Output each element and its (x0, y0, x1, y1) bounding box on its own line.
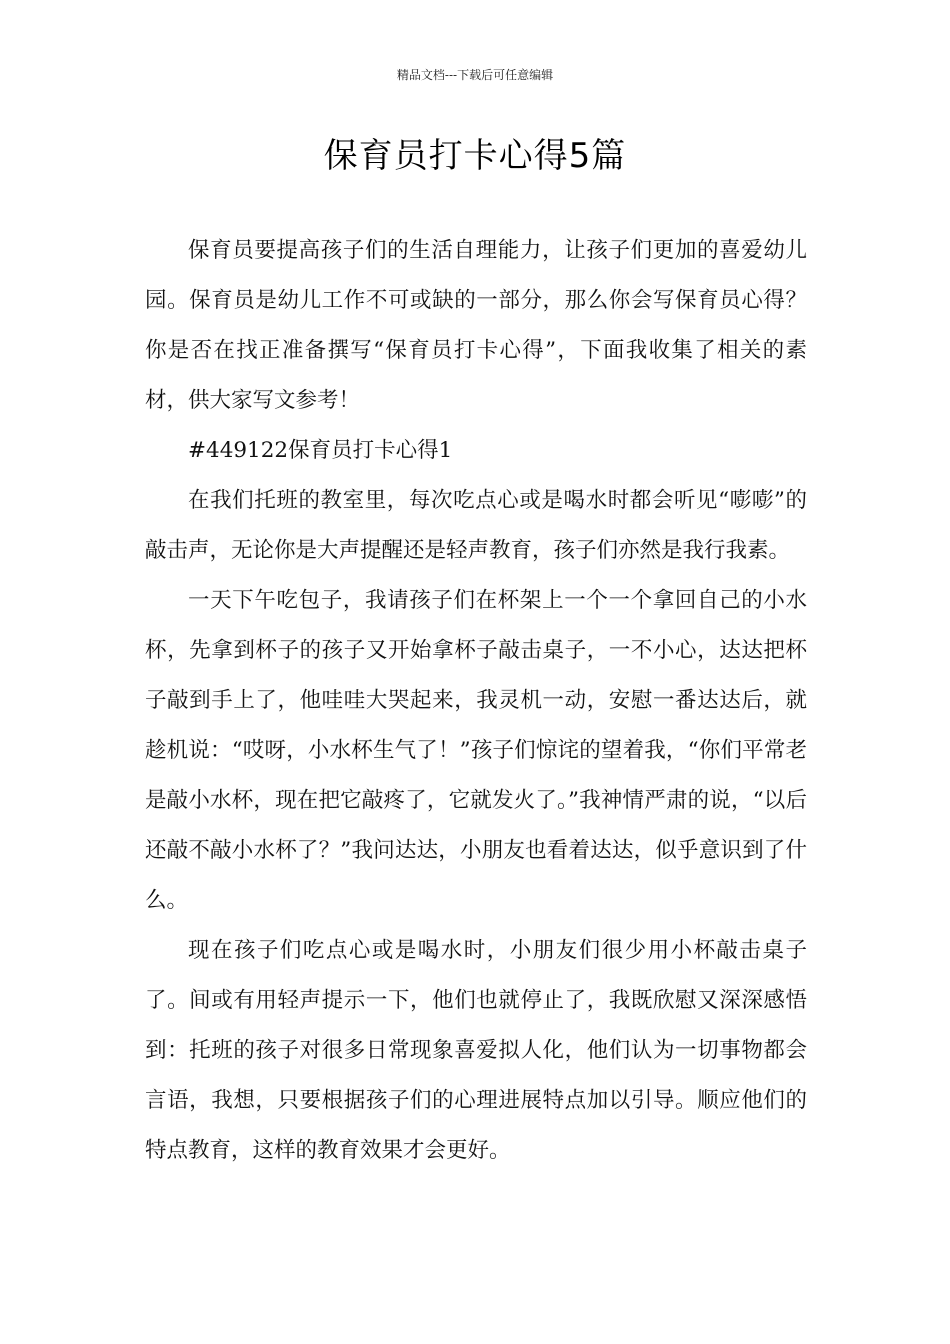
body-paragraph: 现在孩子们吃点心或是喝水时，小朋友们很少用小杯敲击桌子了。间或有用轻声提示一下，他们也就停止了，我既欣慰又深深感悟到：托班的孩子对很多日常现象喜爱拟人化，他们认为一切事物都会言语，我想，只要根据孩子们的心理进展特点加以引导。顺应他们的特点教育，这样的教育效果才会更好。 (145, 938, 807, 1163)
header-note: 精品文档---下载后可任意编辑 (396, 68, 554, 82)
document-body (145, 226, 807, 1176)
intro-paragraph: 保育员要提高孩子们的生活自理能力，让孩子们更加的喜爱幼儿园。保育员是幼儿工作不可或缺的一部分，那么你会写保育员心得？你是否在找正准备撰写“保育员打卡心得”，下面我收集了相关的素材，供大家写文参考！ (145, 238, 807, 413)
section-heading: #449122保育员打卡心得1 (188, 438, 453, 463)
body-paragraph: 在我们托班的教室里，每次吃点心或是喝水时都会听见“嘭嘭”的敲击声，无论你是大声提醒还是轻声教育，孩子们亦然是我行我素。 (145, 488, 807, 563)
body-paragraph: 一天下午吃包子，我请孩子们在杯架上一个一个拿回自己的小水杯，先拿到杯子的孩子又开始拿杯子敲击桌子，一不小心，达达把杯子敲到手上了，他哇哇大哭起来，我灵机一动，安慰一番达达后，就趁机说：“哎呀，小水杯生气了！”孩子们惊诧的望着我，“你们平常老是敲小水杯，现在把它敲疼了，它就发火了。”我神情严肃的说，“以后还敲不敲小水杯了？”我问达达，小朋友也看着达达，似乎意识到了什么。 (145, 588, 807, 913)
document-title: 保育员打卡心得5篇 (323, 136, 627, 176)
